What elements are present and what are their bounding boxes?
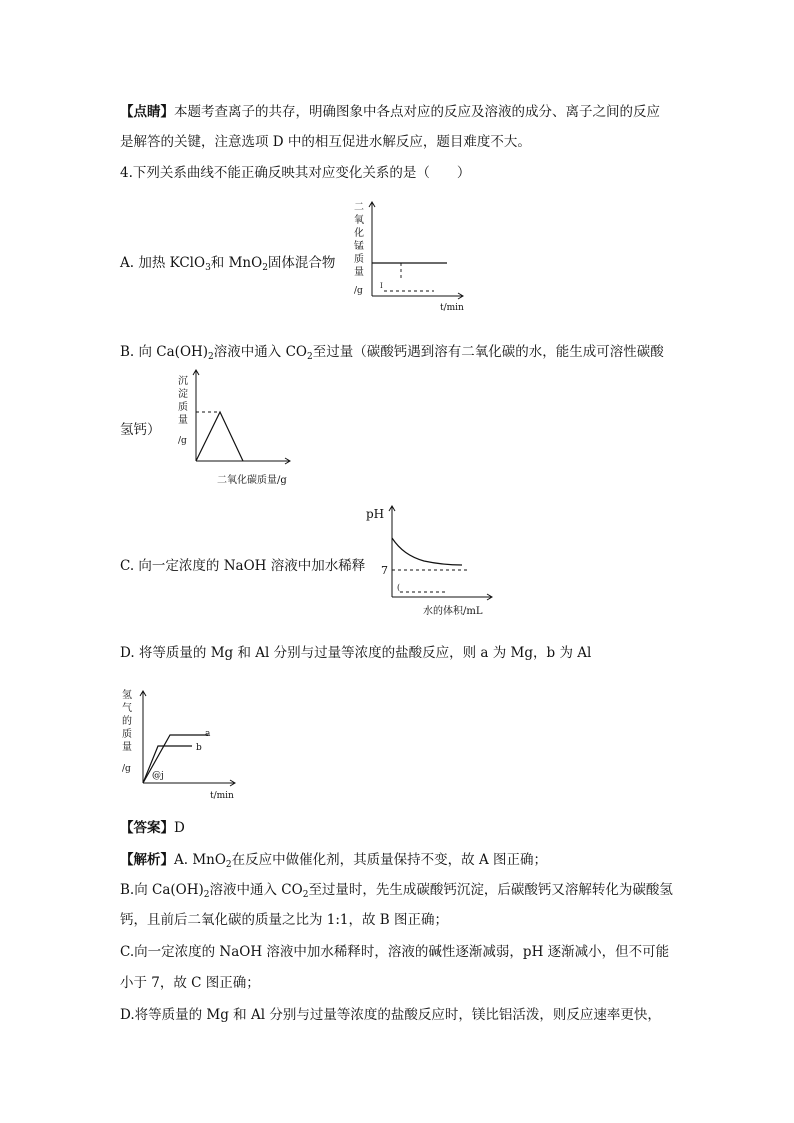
option-d <box>120 643 591 663</box>
option-a <box>120 253 335 278</box>
chart-d-series-b <box>143 746 192 783</box>
option-c <box>120 556 365 576</box>
chart-d-label-b: b <box>196 743 202 753</box>
option-a-sub2: 2 <box>262 263 268 273</box>
comment-line-1 <box>120 102 660 122</box>
option-b-mid: 溶液中通入 CO <box>213 344 307 360</box>
chart-d-ylabel-0: 氢 <box>122 690 132 701</box>
comment-tag: 【点睛】 <box>120 104 174 120</box>
analysis-a-pre: A. MnO <box>174 852 226 868</box>
option-b-sub1: 2 <box>208 352 214 362</box>
chart-b-ylabel-0: 沉 <box>178 376 188 387</box>
chart-a-yunit: /g <box>354 286 363 296</box>
option-b-line-2 <box>120 420 161 440</box>
comment-text-1: 本题考查离子的共存，明确图象中各点对应的反应及溶液的成分、离子之间的反应 <box>174 104 660 120</box>
chart-a-xlabel: t/min <box>440 303 464 313</box>
comment-line-2 <box>120 132 531 152</box>
answer-line <box>120 818 185 838</box>
option-a-suffix: 固体混合物 <box>267 255 336 271</box>
chart-a-ylabel-2: 化 <box>354 228 364 239</box>
analysis-line-c2 <box>120 973 260 993</box>
comment-text-2: 是解答的关键，注意选项 D 中的相互促进水解反应，题目难度不大。 <box>120 134 531 150</box>
option-d-text: D. 将等质量的 Mg 和 Al 分别与过量等浓度的盐酸反应，则 a 为 Mg，b 为 Al <box>120 645 592 661</box>
chart-b-yunit: /g <box>178 436 187 446</box>
chart-c <box>362 500 512 620</box>
chart-d-ylabel-1: 气 <box>122 703 132 714</box>
question-stem <box>120 163 470 183</box>
analysis-c-line1: C.向一定浓度的 NaOH 溶液中加水稀释时，溶液的碱性逐渐减弱，pH 逐渐减小，但不可能 <box>120 944 670 960</box>
analysis-b-mid: 溶液中通入 CO <box>209 882 303 898</box>
answer-tag: 【答案】 <box>120 820 174 836</box>
answer-value: D <box>174 820 185 836</box>
chart-a-ylabel-4: 质 <box>354 254 364 265</box>
chart-a-ylabel-1: 氧 <box>354 215 364 226</box>
analysis-c-line2: 小于 7，故 C 图正确； <box>120 975 260 991</box>
chart-b-ylabel-2: 质 <box>178 402 188 413</box>
chart-b <box>175 365 315 490</box>
chart-b-ylabel-3: 量 <box>178 415 188 426</box>
option-c-text: C. 向一定浓度的 NaOH 溶液中加水稀释 <box>120 558 366 574</box>
chart-c-ytick: 7 <box>381 564 388 577</box>
analysis-line-c1 <box>120 942 669 962</box>
option-b-sub2: 2 <box>306 352 313 362</box>
option-b-suffix: 至过量（碳酸钙遇到溶有二氧化碳的水，能生成可溶性碳酸 <box>312 344 664 360</box>
chart-b-ylabel-1: 淀 <box>178 389 188 400</box>
chart-c-ylabel: pH <box>366 507 385 521</box>
analysis-b-pre: B.向 Ca(OH) <box>120 882 204 898</box>
analysis-b-sub1: 2 <box>203 890 210 900</box>
option-b-prefix: B. 向 Ca(OH) <box>120 344 209 360</box>
analysis-line-a <box>120 850 547 875</box>
chart-a-ylabel-5: 量 <box>354 267 364 278</box>
chart-d <box>120 686 260 806</box>
chart-b-xlabel: 二氧化碳质量/g <box>217 475 287 486</box>
chart-d-xlabel: t/min <box>210 791 234 801</box>
chart-d-ylabel-2: 的 <box>122 716 132 727</box>
chart-a-ylabel-3: 锰 <box>354 241 364 252</box>
chart-d-ylabel-3: 质 <box>122 729 132 740</box>
analysis-a-post: 在反应中做催化剂，其质量保持不变，故 A 图正确； <box>231 852 547 868</box>
option-b-line-2-text: 氢钙） <box>120 422 161 438</box>
chart-d-label-a: a <box>205 729 211 739</box>
analysis-b-sub2: 2 <box>302 890 309 900</box>
chart-d-origin-mark: @j <box>152 771 164 781</box>
analysis-b-line2: 钙，且前后二氧化碳的质量之比为 1:1，故 B 图正确； <box>120 912 449 928</box>
option-a-prefix: A. 加热 KClO <box>120 255 206 271</box>
analysis-line-b2 <box>120 910 448 930</box>
analysis-a-sub: 2 <box>225 860 232 870</box>
chart-c-xlabel: 水的体积/mL <box>423 606 483 617</box>
chart-b-curve <box>196 412 243 461</box>
chart-a <box>350 196 490 316</box>
option-a-mid: 和 MnO <box>210 255 263 271</box>
analysis-line-b1 <box>120 880 673 905</box>
option-a-sub1: 3 <box>205 263 211 273</box>
chart-a-ylabel-0: 二 <box>354 202 364 213</box>
analysis-d-line1: D.将等质量的 Mg 和 Al 分别与过量等浓度的盐酸反应时，镁比铝活泼，则反应速率更快， <box>120 1007 661 1023</box>
analysis-line-d1 <box>120 1005 661 1025</box>
chart-c-curve <box>392 538 462 565</box>
analysis-tag: 【解析】 <box>120 852 174 868</box>
chart-d-yunit: /g <box>122 764 131 774</box>
question-stem-text: 4.下列关系曲线不能正确反映其对应变化关系的是（ ） <box>120 165 471 181</box>
analysis-b-post: 至过量时，先生成碳酸钙沉淀，后碳酸钙又溶解转化为碳酸氢 <box>308 882 673 898</box>
option-b <box>120 342 664 367</box>
chart-a-mark: I <box>380 282 383 290</box>
chart-c-mark: ( <box>397 583 401 592</box>
chart-d-ylabel-4: 量 <box>122 742 132 753</box>
